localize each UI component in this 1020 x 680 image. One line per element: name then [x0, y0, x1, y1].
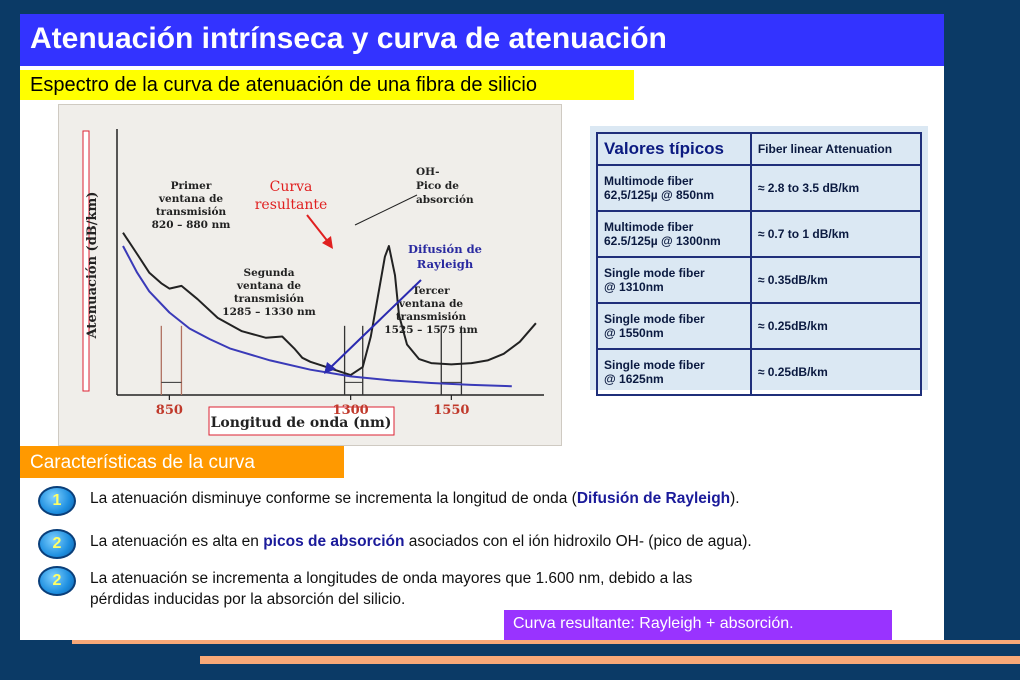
- fiber-line2: @ 1625nm: [604, 372, 664, 386]
- accent-line-top: [72, 640, 1020, 644]
- curva-arrow-line: [307, 215, 329, 243]
- annotation-tercer: [384, 285, 477, 336]
- fiber-cell: [597, 165, 751, 211]
- annotation-curva: [255, 179, 333, 249]
- table-row: [597, 211, 921, 257]
- slide-subtitle: Espectro de la curva de atenuación de una fibra de silicio: [30, 74, 537, 96]
- conclusion-text: Curva resultante: Rayleigh + absorción.: [513, 615, 794, 632]
- oh-pointer-line: [355, 195, 417, 225]
- typical-values-panel: [590, 126, 928, 390]
- item-text-post: ).: [730, 490, 740, 507]
- number-badge: 1: [38, 486, 76, 516]
- value-cell: ≈ 0.25dB/km: [751, 349, 921, 395]
- annotation-difusion-2: Rayleigh: [416, 257, 474, 271]
- list-item-text: [90, 488, 740, 509]
- item-text-line2: pérdidas inducidas por la absorción del silicio.: [90, 591, 406, 608]
- fiber-line2: 62,5/125µ @ 850nm: [604, 188, 715, 202]
- item-text-pre: La atenuación es alta en: [90, 533, 264, 550]
- attenuation-chart: [58, 104, 562, 446]
- annotation-segunda-2: ventana de: [236, 280, 302, 292]
- fiber-line1: Single mode fiber: [604, 266, 705, 280]
- subtitle-bar: [20, 70, 634, 100]
- table-row: [597, 303, 921, 349]
- annotation-difusion-1: Difusión de: [408, 242, 482, 256]
- annotation-tercer-3: transmisión: [395, 311, 467, 323]
- fiber-line2: 62.5/125µ @ 1300nm: [604, 234, 721, 248]
- fiber-line1: Multimode fiber: [604, 220, 694, 234]
- value-cell: ≈ 0.7 to 1 dB/km: [751, 211, 921, 257]
- conclusion-box: [504, 610, 892, 640]
- fiber-cell: [597, 211, 751, 257]
- item-text-bold: Difusión de Rayleigh: [576, 490, 731, 507]
- annotation-oh-1: OH-: [416, 166, 440, 178]
- number-badge: 2: [38, 566, 76, 596]
- x-tick-label: 1550: [433, 403, 470, 418]
- annotation-tercer-4: 1525 – 1575 nm: [384, 324, 478, 336]
- table-header-fiber: Valores típicos: [597, 133, 751, 165]
- annotation-primer-2: ventana de: [158, 193, 224, 205]
- annotation-curva-1: Curva: [269, 179, 313, 195]
- title-bar: [20, 14, 944, 66]
- value-cell: ≈ 2.8 to 3.5 dB/km: [751, 165, 921, 211]
- item-text-pre: La atenuación disminuye conforme se incrementa la longitud de onda (: [90, 490, 577, 507]
- annotation-tercer-2: ventana de: [398, 298, 464, 310]
- x-axis-label: Longitud de onda (nm): [210, 415, 392, 431]
- annotation-oh-3: absorción: [416, 194, 474, 206]
- fiber-line1: Multimode fiber: [604, 174, 694, 188]
- fiber-cell: [597, 303, 751, 349]
- annotation-segunda-1: Segunda: [243, 267, 295, 279]
- number-badge: 2: [38, 529, 76, 559]
- annotation-segunda-3: transmisión: [233, 293, 305, 305]
- fiber-cell: [597, 349, 751, 395]
- x-tick-label: 850: [155, 403, 183, 418]
- chart-svg: [59, 105, 561, 445]
- value-cell: ≈ 0.25dB/km: [751, 303, 921, 349]
- y-axis-label: Atenuación (dB/km): [85, 191, 100, 339]
- section-title: Características de la curva: [30, 452, 255, 473]
- table-row: [597, 349, 921, 395]
- table-header-attenuation: Fiber linear Attenuation: [751, 133, 921, 165]
- curva-arrow-head: [322, 236, 333, 249]
- typical-values-table: [596, 132, 922, 396]
- fiber-line1: Single mode fiber: [604, 358, 705, 372]
- fiber-line2: @ 1310nm: [604, 280, 664, 294]
- annotation-primer-4: 820 – 880 nm: [151, 219, 231, 231]
- item-text-post: asociados con el ión hidroxilo OH- (pico de agua).: [404, 533, 752, 550]
- value-cell: ≈ 0.35dB/km: [751, 257, 921, 303]
- slide-title: Atenuación intrínseca y curva de atenuación: [30, 22, 667, 55]
- list-item: [38, 486, 918, 516]
- slide: [20, 14, 944, 640]
- table-header-row: [597, 133, 921, 165]
- annotation-segunda-4: 1285 – 1330 nm: [222, 306, 316, 318]
- list-item: [38, 529, 918, 559]
- annotation-primer: [152, 180, 231, 231]
- section-bar: [20, 446, 344, 478]
- annotation-curva-2: resultante: [254, 197, 328, 213]
- annotation-primer-3: transmisión: [155, 206, 227, 218]
- item-text-bold: picos de absorción: [263, 533, 405, 550]
- annotation-tercer-1: Tercer: [412, 285, 450, 297]
- list-item-text: [90, 531, 752, 552]
- list-item-text: [90, 568, 692, 610]
- item-text-line1: La atenuación se incrementa a longitudes de onda mayores que 1.600 nm, debido a las: [90, 570, 693, 587]
- x-tick-label: 1300: [332, 403, 369, 418]
- annotation-segunda: [222, 267, 315, 318]
- accent-line-bottom: [200, 656, 1020, 664]
- table-row: [597, 165, 921, 211]
- fiber-cell: [597, 257, 751, 303]
- annotation-primer-1: Primer: [170, 180, 212, 192]
- fiber-line2: @ 1550nm: [604, 326, 664, 340]
- annotation-oh-2: Pico de: [416, 180, 459, 192]
- annotation-oh: [355, 166, 474, 225]
- table-row: [597, 257, 921, 303]
- fiber-line1: Single mode fiber: [604, 312, 705, 326]
- list-item: [38, 566, 918, 612]
